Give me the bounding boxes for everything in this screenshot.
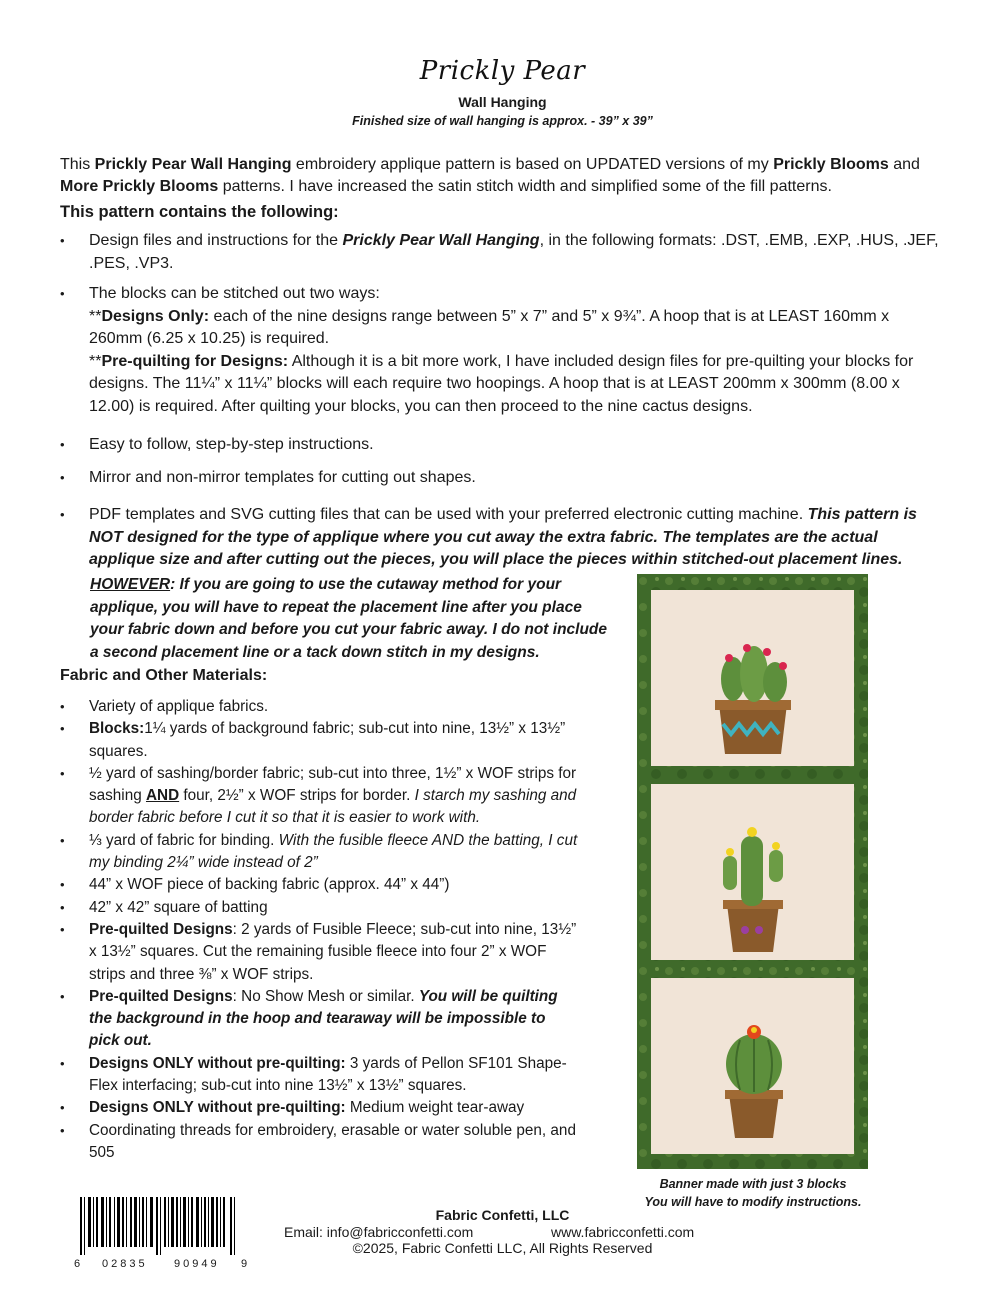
finished-size: Finished size of wall hanging is approx. - 39” x 39”: [352, 114, 653, 128]
photo-caption: Banner made with just 3 blocks You will have to modify instructions.: [644, 1177, 862, 1209]
banner-photo: [637, 574, 868, 1169]
list-item: • 42” x 42” square of batting: [60, 897, 580, 919]
list-item: • Variety of applique fabrics.: [60, 696, 580, 718]
list-item: • Design files and instructions for the Prickly Pear Wall Hanging, in the following formats: .DST, .EMB, .EXP, .HUS, .JEF, .PES, .VP3.: [60, 230, 940, 275]
contains-list-item-4: [60, 467, 940, 490]
list-item: • Coordinating threads for embroidery, erasable or water soluble pen, and 505: [60, 1120, 580, 1165]
barcode-digits: 6 02835 90949 9: [74, 1258, 248, 1270]
page-subtitle: Wall Hanging: [458, 94, 547, 110]
footer-company: Fabric Confetti, LLC: [435, 1207, 570, 1223]
footer-email[interactable]: Email: info@fabricconfetti.com: [284, 1224, 474, 1240]
list-item: • ½ yard of sashing/border fabric; sub-cut into three, 1½” x WOF strips for sashing AND four, 2½” x WOF strips for border. I starch my sashing and border fabric before I cut it so that it is easier to work with.: [60, 763, 580, 830]
contains-heading: This pattern contains the following:: [60, 203, 339, 221]
list-item: • Pre-quilted Designs: No Show Mesh or similar. You will be quilting the background in the hoop and tearaway will be impossible to pick out.: [60, 986, 580, 1053]
list-item: • Blocks:1¼ yards of background fabric; sub-cut into nine, 13½” x 13½” squares.: [60, 718, 580, 763]
list-item: • PDF templates and SVG cutting files that can be used with your preferred electronic cutting machine. This pattern is NOT designed for the type of applique where you cut away the extra fabric. The templates are the actual applique size and after cutting out the pieces, you will place the pieces within stitched-out placement lines.: [60, 504, 940, 572]
contains-list: [60, 230, 940, 275]
list-item: • Designs ONLY without pre-quilting: 3 yards of Pellon SF101 Shape-Flex interfacing; sub-cut into nine 13½” x 13½” squares.: [60, 1053, 580, 1098]
materials-list: [60, 696, 580, 1164]
intro-paragraph: This Prickly Pear Wall Hanging embroidery applique pattern is based on UPDATED versions of my Prickly Blooms and More Prickly Blooms patterns. I have increased the satin stitch width and simplified some of the fill patterns.: [60, 156, 920, 195]
contains-list-item-3: [60, 434, 940, 457]
banner-photo-art: [637, 574, 868, 1169]
footer-copyright: ©2025, Fabric Confetti LLC, All Rights Reserved: [352, 1240, 653, 1256]
contains-list-item-2: [60, 283, 940, 419]
list-item: • The blocks can be stitched out two ways: **Designs Only: each of the nine designs range between 5” x 7” and 5” x 9¾”. A hoop that is at LEAST 160mm x 260mm (6.25 x 10.25) is required. **Pre-quilting for Designs: Although it is a bit more work, I have included design files for pre-quilting your blocks for designs. The 11¼” x 11¼” blocks will each require two hoopings. A hoop that is at LEAST 200mm x 300mm (8.00 x 12.00) is required. After quilting your blocks, you can then proceed to the nine cactus designs.: [60, 283, 940, 419]
list-item: • 44” x WOF piece of backing fabric (approx. 44” x 44”): [60, 874, 580, 896]
list-item: • ⅓ yard of fabric for binding. With the fusible fleece AND the batting, I cut my binding 2¼” wide instead of 2”: [60, 830, 580, 875]
list-item: • Pre-quilted Designs: 2 yards of Fusible Fleece; sub-cut into nine, 13½” x 13½” squares. Cut the remaining fusible fleece into four 2” x WOF strips and three ⅜” x WOF strips.: [60, 919, 580, 986]
materials-heading: Fabric and Other Materials:: [60, 667, 268, 684]
list-item: • Mirror and non-mirror templates for cutting out shapes.: [60, 467, 940, 490]
footer-website[interactable]: www.fabricconfetti.com: [551, 1224, 695, 1240]
contains-list-item-5: [60, 504, 940, 572]
list-item: • Designs ONLY without pre-quilting: Medium weight tear-away: [60, 1097, 580, 1119]
page-title: Prickly Pear: [419, 56, 586, 86]
list-item: • Easy to follow, step-by-step instructions.: [60, 434, 940, 457]
however-note: HOWEVER: If you are going to use the cutaway method for your applique, you will have to repeat the placement line after you place your fabric down and before you cut your fabric away. I do not include a second placement line or a tack down stitch in my designs.: [90, 576, 608, 661]
